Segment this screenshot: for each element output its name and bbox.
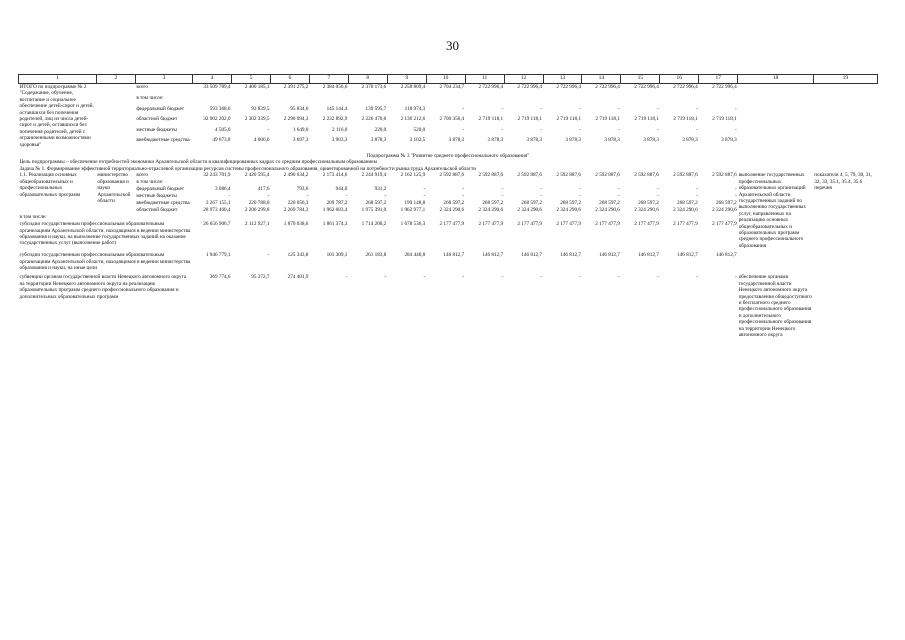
value-cell: 33 509 789,4 <box>203 84 231 90</box>
value-cell: 220 788,0 <box>248 200 270 207</box>
value-cell: - <box>579 126 581 133</box>
value-cell: 118 974,3 <box>404 105 426 112</box>
value-cell <box>504 95 543 106</box>
value-cell: 2 177 477,9 <box>439 221 465 228</box>
subprogram-task: Задача № 1. Формирование эффективной территориально-отраслевой организации ресурсов системы профессионального образования, ориентированной на потребности рынка труда Архангельской области <box>19 165 476 172</box>
item-indicators: показатели 4, 5, 79, 30, 31, 32, 33, 35.1, 35.4, 35.6 перечня <box>814 172 873 192</box>
value-cell: - <box>579 105 581 112</box>
value-cell: 2 722 996,4 <box>634 84 659 90</box>
value-cell: - <box>657 126 659 133</box>
value-cell: - <box>501 126 504 133</box>
value-cell: 2 324 290,6 <box>439 207 465 214</box>
value-cell: 268 597,2 <box>638 200 659 207</box>
value-cell: - <box>423 186 426 193</box>
value-cell: 2 722 996,4 <box>478 84 504 90</box>
value-cell: - <box>423 274 426 281</box>
value-cell: - <box>696 105 698 112</box>
value-cell: 2 719 118,1 <box>712 116 737 123</box>
value-cell: 2 719 118,1 <box>478 116 504 123</box>
row-label: внебюджетные средства <box>136 137 190 144</box>
value-cell: 1 975 391,0 <box>361 207 387 214</box>
value-cell: 101 309,1 <box>326 252 348 259</box>
value-cell <box>465 179 504 186</box>
header-cell: 12 <box>504 75 543 84</box>
value-cell: - <box>540 105 543 112</box>
value-cell <box>193 95 232 106</box>
value-cell: 2 592 887,6 <box>673 172 698 179</box>
item-row <box>19 172 878 179</box>
row-label: областной бюджет <box>136 207 178 214</box>
value-cell: 2 324 290,6 <box>478 207 504 214</box>
header-cell: 7 <box>309 75 348 84</box>
value-cell: - <box>501 274 504 281</box>
value-cell <box>699 179 738 186</box>
value-cell: 26 656 906,7 <box>203 221 231 228</box>
value-cell: 146 812,7 <box>638 252 659 259</box>
value-cell: 146 812,7 <box>599 252 620 259</box>
value-cell: - <box>618 186 620 193</box>
value-cell: 593 368,6 <box>209 105 231 112</box>
value-cell: 268 597,2 <box>715 200 737 207</box>
value-cell: - <box>734 193 737 200</box>
value-cell: 146 812,7 <box>560 252 581 259</box>
subsidy-result <box>738 252 814 271</box>
value-cell: 1 962 977,1 <box>400 207 426 214</box>
value-cell: 284 440,8 <box>404 252 426 259</box>
value-cell <box>348 179 387 186</box>
value-cell: 145 144,4 <box>326 105 348 112</box>
empty-cell <box>96 84 135 149</box>
value-cell: 49 673,8 <box>212 137 231 144</box>
value-cell <box>309 95 348 106</box>
subprogram-title: Подпрограмма № 3 "Развитие среднего профессионального образования" <box>366 153 530 160</box>
value-cell: 2 722 996,4 <box>556 84 581 90</box>
value-cell: 2 592 887,6 <box>478 172 504 179</box>
header-cell: 1 <box>19 75 97 84</box>
subsidy-result: обеспечение органами государственной власти Ненецкого автономного округа предоставления общедоступного и бесплатного среднего профессионального образования и дополнительного профессионального образования на территории Ненецкого автономного округа <box>738 274 812 339</box>
value-cell: - <box>618 105 620 112</box>
empty-cell <box>813 84 877 95</box>
value-cell: 95 834,6 <box>290 105 309 112</box>
value-cell: - <box>579 186 581 193</box>
value-cell: 2 290 094,3 <box>283 116 309 123</box>
value-cell: 1 870 038,6 <box>283 221 309 228</box>
value-cell: 2 136 212,6 <box>400 116 426 123</box>
value-cell: - <box>267 193 270 200</box>
row-label: местные бюджеты <box>136 126 177 133</box>
value-cell: 1 962 683,4 <box>322 207 348 214</box>
value-cell: - <box>696 186 698 193</box>
header-cell: 13 <box>543 75 582 84</box>
value-cell <box>232 179 271 186</box>
empty-cell <box>813 106 877 117</box>
value-cell: - <box>657 274 659 281</box>
row-label: всего <box>136 84 148 90</box>
row-label: в том числе: <box>136 179 164 186</box>
value-cell: 146 812,7 <box>443 252 465 259</box>
value-cell: 2 391 275,2 <box>283 84 309 90</box>
value-cell: 2 722 996,4 <box>673 84 698 90</box>
header-cell: 11 <box>465 75 504 84</box>
empty-cell <box>813 127 877 138</box>
value-cell <box>543 95 582 106</box>
value-cell: 2 592 887,6 <box>634 172 659 179</box>
value-cell: 95 372,7 <box>251 274 270 281</box>
value-cell: 93 839,5 <box>251 105 270 112</box>
value-cell: - <box>579 274 581 281</box>
header-cell: 10 <box>426 75 465 84</box>
value-cell: 274 401,9 <box>287 274 309 281</box>
value-cell <box>232 95 271 106</box>
value-cell: 2 269 784,3 <box>283 207 309 214</box>
value-cell: 146 812,7 <box>521 252 543 259</box>
value-cell: 268 597,2 <box>677 200 698 207</box>
value-cell: 2 700 356,4 <box>439 116 465 123</box>
value-cell: 268 597,2 <box>560 200 581 207</box>
header-cell: 9 <box>387 75 426 84</box>
value-cell: 2 324 290,6 <box>595 207 620 214</box>
value-cell: - <box>696 126 698 133</box>
value-cell: 2 384 056,6 <box>322 84 348 90</box>
value-cell: - <box>657 105 659 112</box>
value-cell: 2 162 125,9 <box>400 172 426 179</box>
value-cell: - <box>540 186 543 193</box>
value-cell: - <box>228 193 231 200</box>
value-cell: - <box>384 193 387 200</box>
subsidy-row <box>19 252 878 271</box>
value-cell: 1 649,0 <box>292 126 309 133</box>
value-cell: - <box>501 193 504 200</box>
value-cell: 793,6 <box>296 186 309 193</box>
value-cell: 146 812,7 <box>482 252 504 259</box>
value-cell: 220 056,3 <box>287 200 309 207</box>
value-cell <box>426 179 465 186</box>
value-cell: 4 505,0 <box>214 126 231 133</box>
value-cell: 1 678 536,3 <box>400 221 426 228</box>
value-cell: 2 592 887,6 <box>712 172 737 179</box>
empty-cell <box>813 274 877 338</box>
header-cell: 5 <box>232 75 271 84</box>
value-cell: 2 704 234,7 <box>439 84 465 90</box>
row-label: всего <box>136 172 148 179</box>
value-cell: 2 173 414,6 <box>322 172 348 179</box>
empty-cell <box>813 252 877 271</box>
header-cell: 19 <box>813 75 877 84</box>
value-cell <box>426 95 465 106</box>
value-cell: 2 177 477,9 <box>712 221 737 228</box>
value-cell: 1 714 200,2 <box>361 221 387 228</box>
value-cell: 2 719 118,1 <box>634 116 659 123</box>
value-cell: 2 226 470,6 <box>361 116 387 123</box>
subsidy-text: субсидии государственным профессиональным образовательным организациям Архангельской области, находящимся в ведении министерства образования и науки, на иные цели <box>19 252 191 271</box>
value-cell <box>582 95 621 106</box>
value-cell: - <box>696 193 698 200</box>
value-cell: 2 592 887,6 <box>595 172 620 179</box>
value-cell: 3 697,3 <box>292 137 309 144</box>
subsidy-text: субвенции органам государственной власти Ненецкого автономного округа на территории Ненецкого автономного округа на реализацию образовательных программ среднего профессионального образования и дополнительных образовательных программ <box>19 274 187 300</box>
value-cell: 261 183,8 <box>365 252 387 259</box>
value-cell: 209 787,2 <box>326 200 348 207</box>
empty-cell <box>738 95 814 106</box>
value-cell: 2 177 477,9 <box>595 221 620 228</box>
itogo-row <box>19 116 878 127</box>
value-cell: 2 206 299,8 <box>244 207 270 214</box>
value-cell <box>270 95 309 106</box>
value-cell: 2 177 477,9 <box>556 221 581 228</box>
value-cell: 2 177 477,9 <box>478 221 504 228</box>
subprogram-title-row <box>19 151 878 159</box>
empty-cell <box>813 116 877 127</box>
spacer-row <box>19 338 878 341</box>
value-cell: - <box>540 193 543 200</box>
value-cell: 2 232 892,9 <box>322 116 348 123</box>
value-cell: 268 597,2 <box>521 200 543 207</box>
value-cell: - <box>501 105 504 112</box>
value-cell: 2 719 118,1 <box>673 116 698 123</box>
itogo-row <box>19 95 878 106</box>
value-cell: 2 722 996,4 <box>517 84 543 90</box>
value-cell: - <box>501 186 504 193</box>
value-cell: 32 902 202,0 <box>203 116 231 123</box>
value-cell: 3 086,4 <box>214 186 231 193</box>
value-cell: 1 861 374,3 <box>322 221 348 228</box>
value-cell: - <box>734 126 737 133</box>
row-label: федеральный бюджет <box>136 105 185 112</box>
value-cell: 32 243 701,9 <box>203 172 231 179</box>
subsidy-row <box>19 274 878 338</box>
value-cell: 268 597,2 <box>443 200 465 207</box>
value-cell: 2 592 887,6 <box>517 172 543 179</box>
value-cell: 2 722 996,4 <box>712 84 737 90</box>
value-cell: - <box>423 193 426 200</box>
value-cell: 268 597,2 <box>482 200 504 207</box>
header-cell: 15 <box>621 75 660 84</box>
value-cell: 2 177 477,9 <box>634 221 659 228</box>
header-cell: 4 <box>193 75 232 84</box>
value-cell: 2 400 185,1 <box>244 84 270 90</box>
value-cell: - <box>734 274 737 281</box>
value-cell: - <box>657 186 659 193</box>
value-cell: - <box>540 126 543 133</box>
empty-cell <box>738 106 814 117</box>
value-cell: - <box>734 186 737 193</box>
header-cell: 2 <box>96 75 135 84</box>
itogo-title: ИТОГО по подпрограмме № 2 "Содержание, обучение, воспитание и социальное обеспечение детей-сирот и детей, оставшихся без попечения родителей, лиц из числа детей-сирот и детей, оставшихся без попечения родителей, детей с ограниченными возможностями здоровья" <box>19 84 94 148</box>
value-cell: 3 878,3 <box>487 137 504 144</box>
value-cell: 146 812,7 <box>715 252 737 259</box>
value-cell: 520,0 <box>413 126 426 133</box>
itogo-row <box>19 84 878 95</box>
value-cell: 2 592 887,6 <box>556 172 581 179</box>
value-cell: 2 324 290,6 <box>712 207 737 214</box>
value-cell: - <box>384 274 387 281</box>
value-cell: - <box>540 274 543 281</box>
spacer <box>19 338 878 341</box>
value-cell: - <box>267 252 270 259</box>
value-cell: 2 719 118,1 <box>556 116 581 123</box>
value-cell: 369 774,6 <box>209 274 231 281</box>
value-cell <box>465 95 504 106</box>
in-that-number: в том числе: <box>19 214 47 221</box>
value-cell: 2 592 887,6 <box>439 172 465 179</box>
header-cell: 17 <box>699 75 738 84</box>
value-cell: 125 343,8 <box>287 252 309 259</box>
value-cell: 2 324 290,6 <box>673 207 698 214</box>
row-label: в том числе: <box>136 94 164 101</box>
header-cell: 6 <box>270 75 309 84</box>
value-cell: 3 878,3 <box>565 137 581 144</box>
value-cell <box>193 179 232 186</box>
value-cell <box>660 95 699 106</box>
value-cell: - <box>618 274 620 281</box>
value-cell: 2 722 996,4 <box>595 84 620 90</box>
header-cell: 14 <box>582 75 621 84</box>
value-cell <box>270 179 309 186</box>
value-cell: 3 903,3 <box>331 137 348 144</box>
empty-cell <box>813 137 877 148</box>
value-cell: 944,0 <box>335 186 348 193</box>
value-cell: - <box>345 193 348 200</box>
value-cell: - <box>579 193 581 200</box>
subsidy-text: субсидии государственным профессиональным образовательным организациям Архангельской области, находящимся в ведении министерства образования и науки, на выполнение государственных заданий на оказание государственных услуг (выполнение работ) <box>19 221 191 247</box>
header-cell: 18 <box>738 75 814 84</box>
value-cell: 3 878,3 <box>721 137 737 144</box>
value-cell: 2 719 118,1 <box>517 116 543 123</box>
value-cell: 2 324 290,6 <box>634 207 659 214</box>
value-cell: 2 420 595,4 <box>244 172 270 179</box>
value-cell: 931,2 <box>374 186 387 193</box>
value-cell <box>621 179 660 186</box>
item-name: 1.1. Реализация основных общеобразовательных и профессиональных образовательных программ <box>19 172 81 198</box>
budget-table <box>18 74 878 341</box>
value-cell: 220,0 <box>374 126 387 133</box>
value-cell: - <box>462 274 465 281</box>
item-result: выполнение государственных профессиональных образовательных организаций Архангельской области государственных заданий по выполнению государственных услуг, направленных на реализацию основных общеобразовательных и образовательных программ среднего профессионального образования <box>738 172 807 249</box>
value-cell: 3 878,3 <box>604 137 620 144</box>
empty-cell <box>738 116 814 127</box>
value-cell: 28 973 460,4 <box>203 207 231 214</box>
empty-cell <box>738 127 814 138</box>
value-cell: - <box>618 126 620 133</box>
value-cell: 2 177 477,9 <box>517 221 543 228</box>
value-cell: 2 302 339,5 <box>244 116 270 123</box>
value-cell <box>582 179 621 186</box>
row-label: внебюджетные средства <box>136 200 190 207</box>
value-cell: 417,6 <box>257 186 270 193</box>
value-cell: 3 267 155,1 <box>205 200 231 207</box>
value-cell <box>504 179 543 186</box>
value-cell: 3 878,3 <box>448 137 465 144</box>
value-cell <box>621 95 660 106</box>
value-cell: - <box>462 126 465 133</box>
itogo-row <box>19 127 878 138</box>
value-cell <box>387 95 426 106</box>
row-label: федеральный бюджет <box>136 186 185 193</box>
value-cell: 268 597,2 <box>599 200 620 207</box>
value-cell: - <box>462 105 465 112</box>
value-cell: 2 324 290,6 <box>556 207 581 214</box>
value-cell: 3 102,5 <box>409 137 426 144</box>
value-cell: - <box>306 193 309 200</box>
value-cell: - <box>618 193 620 200</box>
header-cell: 3 <box>135 75 192 84</box>
value-cell: 199 148,8 <box>404 200 426 207</box>
value-cell <box>387 179 426 186</box>
value-cell: - <box>345 274 348 281</box>
subprogram-goal: Цель подпрограммы – обеспечение потребностей экономики Архангельской области в квалифицированных кадрах со средним профессиональным образованием <box>19 159 377 166</box>
value-cell <box>309 179 348 186</box>
item-executor: министерство образования и науки Архангельской области <box>97 172 131 204</box>
value-cell <box>699 95 738 106</box>
value-cell: 3 878,3 <box>526 137 543 144</box>
value-cell: 3 878,3 <box>682 137 698 144</box>
itogo-row <box>19 137 878 148</box>
row-label: местные бюджеты <box>136 193 177 200</box>
value-cell: 2 324 290,6 <box>517 207 543 214</box>
value-cell: - <box>657 193 659 200</box>
value-cell: - <box>696 274 698 281</box>
value-cell: 3 878,3 <box>643 137 659 144</box>
empty-cell <box>738 137 814 148</box>
value-cell: 268 597,2 <box>365 200 387 207</box>
value-cell: - <box>462 186 465 193</box>
value-cell: 146 812,7 <box>677 252 698 259</box>
value-cell: 2 177 477,9 <box>673 221 698 228</box>
value-cell: 2 112 927,1 <box>245 221 270 228</box>
header-cell: 16 <box>660 75 699 84</box>
row-label: областной бюджет <box>136 116 178 123</box>
page-number: 30 <box>446 38 459 53</box>
value-cell: - <box>267 126 270 133</box>
value-cell: 3 878,3 <box>370 137 387 144</box>
value-cell <box>348 95 387 106</box>
empty-cell <box>738 84 814 95</box>
itogo-row <box>19 106 878 117</box>
value-cell: 2 244 919,4 <box>361 172 387 179</box>
empty-cell <box>813 95 877 106</box>
header-row <box>19 75 878 84</box>
header-cell: 8 <box>348 75 387 84</box>
value-cell <box>660 179 699 186</box>
value-cell: 139 595,7 <box>365 105 387 112</box>
value-cell: - <box>462 193 465 200</box>
value-cell: - <box>734 105 737 112</box>
value-cell: 2 370 173,6 <box>361 84 387 90</box>
value-cell: 2 490 634,2 <box>283 172 309 179</box>
value-cell <box>543 179 582 186</box>
value-cell: 2 258 809,4 <box>400 84 426 90</box>
value-cell: 2 719 118,1 <box>595 116 620 123</box>
value-cell: 4 006,0 <box>253 137 270 144</box>
value-cell: 1 946 779,1 <box>205 252 231 259</box>
value-cell: 2 116,0 <box>331 126 348 133</box>
